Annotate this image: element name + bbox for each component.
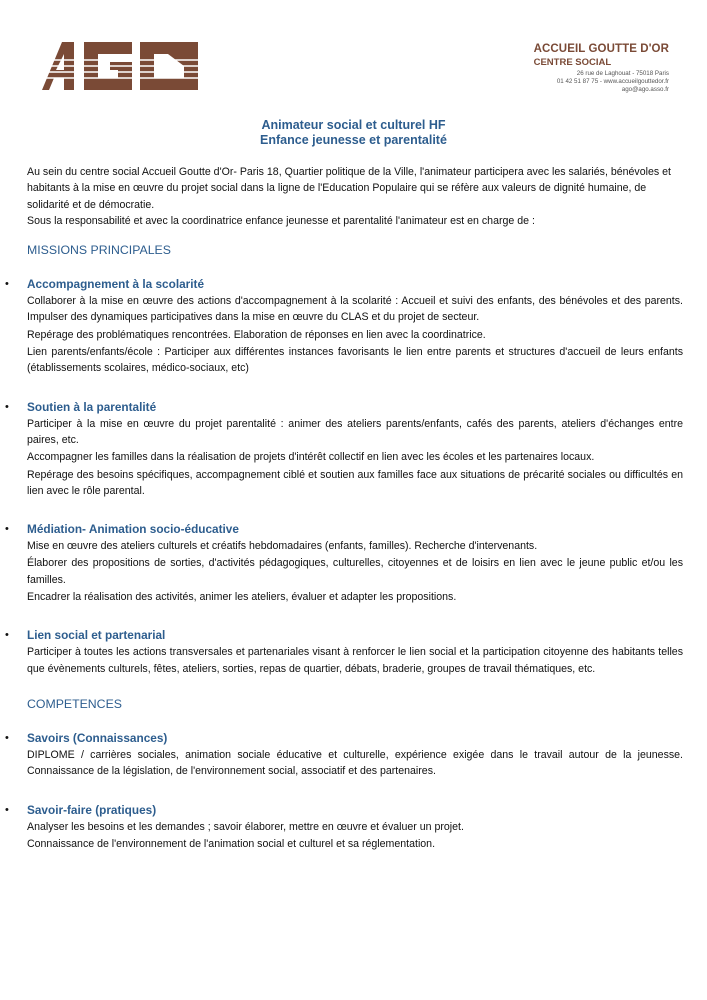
organization-name: ACCUEIL GOUTTE D'OR xyxy=(533,43,669,55)
competences-list xyxy=(5,730,683,852)
competences-heading: COMPETENCES xyxy=(27,696,122,711)
organization-phone-web: 01 42 51 87 75 - www.accueilgouttedor.fr xyxy=(556,78,669,86)
bullet-icon: • xyxy=(5,523,9,536)
item-title: Médiation- Animation socio-éducative xyxy=(27,522,239,537)
ago-logo xyxy=(40,40,200,92)
title-line-1: Animateur social et culturel HF xyxy=(261,118,446,132)
document-title xyxy=(0,118,707,148)
item-paragraph: Connaissance de l'environnement de l'animation social et culturel et sa réglementation. xyxy=(27,837,436,850)
missions-heading: MISSIONS PRINCIPALES xyxy=(27,243,171,258)
item-paragraph: Analyser les besoins et les demandes ; savoir élaborer, mettre en œuvre et évaluer un projet. xyxy=(27,820,464,833)
missions-list xyxy=(5,276,683,677)
list-item xyxy=(5,802,683,853)
item-title: Savoir-faire (pratiques) xyxy=(27,802,157,817)
intro xyxy=(27,164,683,229)
bullet-icon: • xyxy=(5,400,9,413)
list-item xyxy=(5,730,683,780)
organization-block xyxy=(534,43,669,95)
title-line-2: Enfance jeunesse et parentalité xyxy=(260,133,447,147)
item-paragraph: Collaborer à la mise en œuvre des actions d'accompagnement à la scolarité : Accueil et suivi des enfants, des bénévoles et des parents. Impulser des dynamiques participatives dans la mise en œuvre du CLAS et du projet de secteur. xyxy=(27,295,683,324)
bullet-icon: • xyxy=(5,629,9,642)
item-paragraph: Mise en œuvre des ateliers culturels et créatifs hebdomadaires (enfants, familles). Recherche d'intervenants. xyxy=(27,540,538,553)
organization-subtitle: CENTRE SOCIAL xyxy=(533,57,612,68)
item-title: Lien social et partenarial xyxy=(27,628,166,643)
list-item xyxy=(5,399,683,499)
item-paragraph: Lien parents/enfants/école : Participer aux différentes instances favorisants le lien entre parents et structures d'accueil de leurs enfants (établissements scolaires, médico-sociaux, etc) xyxy=(27,346,683,375)
list-item xyxy=(5,521,683,605)
bullet-icon: • xyxy=(5,803,9,816)
item-title: Accompagnement à la scolarité xyxy=(27,277,205,292)
item-paragraph: Repérage des besoins spécifiques, accompagnement ciblé et soutien aux familles face aux situations de précarité sociales ou difficultés en lien avec le rôle parental. xyxy=(27,468,683,497)
bullet-icon: • xyxy=(5,278,9,291)
organization-email: ago@ago.asso.fr xyxy=(621,86,669,94)
document-body xyxy=(5,164,683,874)
item-title: Soutien à la parentalité xyxy=(27,399,157,414)
list-item xyxy=(5,627,683,677)
item-paragraph: Encadrer la réalisation des activités, animer les ateliers, évaluer et adapter les propositions. xyxy=(27,591,457,604)
intro-paragraph: Au sein du centre social Accueil Goutte d'Or- Paris 18, Quartier politique de la Ville, l'animateur participera avec les salariés, bénévoles et habitants à la mise en œuvre du projet social dans la ligne de l'Education Populaire qui se réfère aux valeurs de dignité humaine, de solidarité et de démocratie. xyxy=(27,166,671,211)
item-paragraph: DIPLOME / carrières sociales, animation sociale éducative et culturelle, expérience exigée dans le travail autour de la jeunesse. Connaissance de la législation, de l'environnement social, associatif et des partenaires. xyxy=(27,748,683,778)
bullet-icon: • xyxy=(5,731,9,744)
item-paragraph: Repérage des problématiques rencontrées. Elaboration de réponses en lien avec la coordinatrice. xyxy=(27,328,486,341)
item-title: Savoirs (Connaissances) xyxy=(27,730,168,745)
item-paragraph: Accompagner les familles dans la réalisation de projets d'intérêt collectif en lien avec les écoles et les partenaires locaux. xyxy=(27,451,595,464)
item-paragraph: Participer à toutes les actions transversales et partenariales visant à renforcer le lien social et la participation citoyenne des habitants telles que évènements culturels, fêtes, ateliers, sorties, repas de quartier, débats, braderie, groupes de travail thématiques, etc. xyxy=(27,646,683,675)
organization-address: 26 rue de Laghouat - 75018 Paris xyxy=(576,70,669,77)
item-paragraph: Participer à la mise en œuvre du projet parentalité : animer des ateliers parents/enfants, cafés des parents, ateliers d'échanges entre paires, etc. xyxy=(27,417,683,446)
intro-paragraph: Sous la responsabilité et avec la coordinatrice enfance jeunesse et parentalité l'animateur est en charge de : xyxy=(27,214,535,227)
item-paragraph: Élaborer des propositions de sorties, d'activités pédagogiques, culturelles, citoyennes et de loisirs en lien avec le jeune public et/ou les familles. xyxy=(27,557,683,586)
list-item xyxy=(5,276,683,376)
